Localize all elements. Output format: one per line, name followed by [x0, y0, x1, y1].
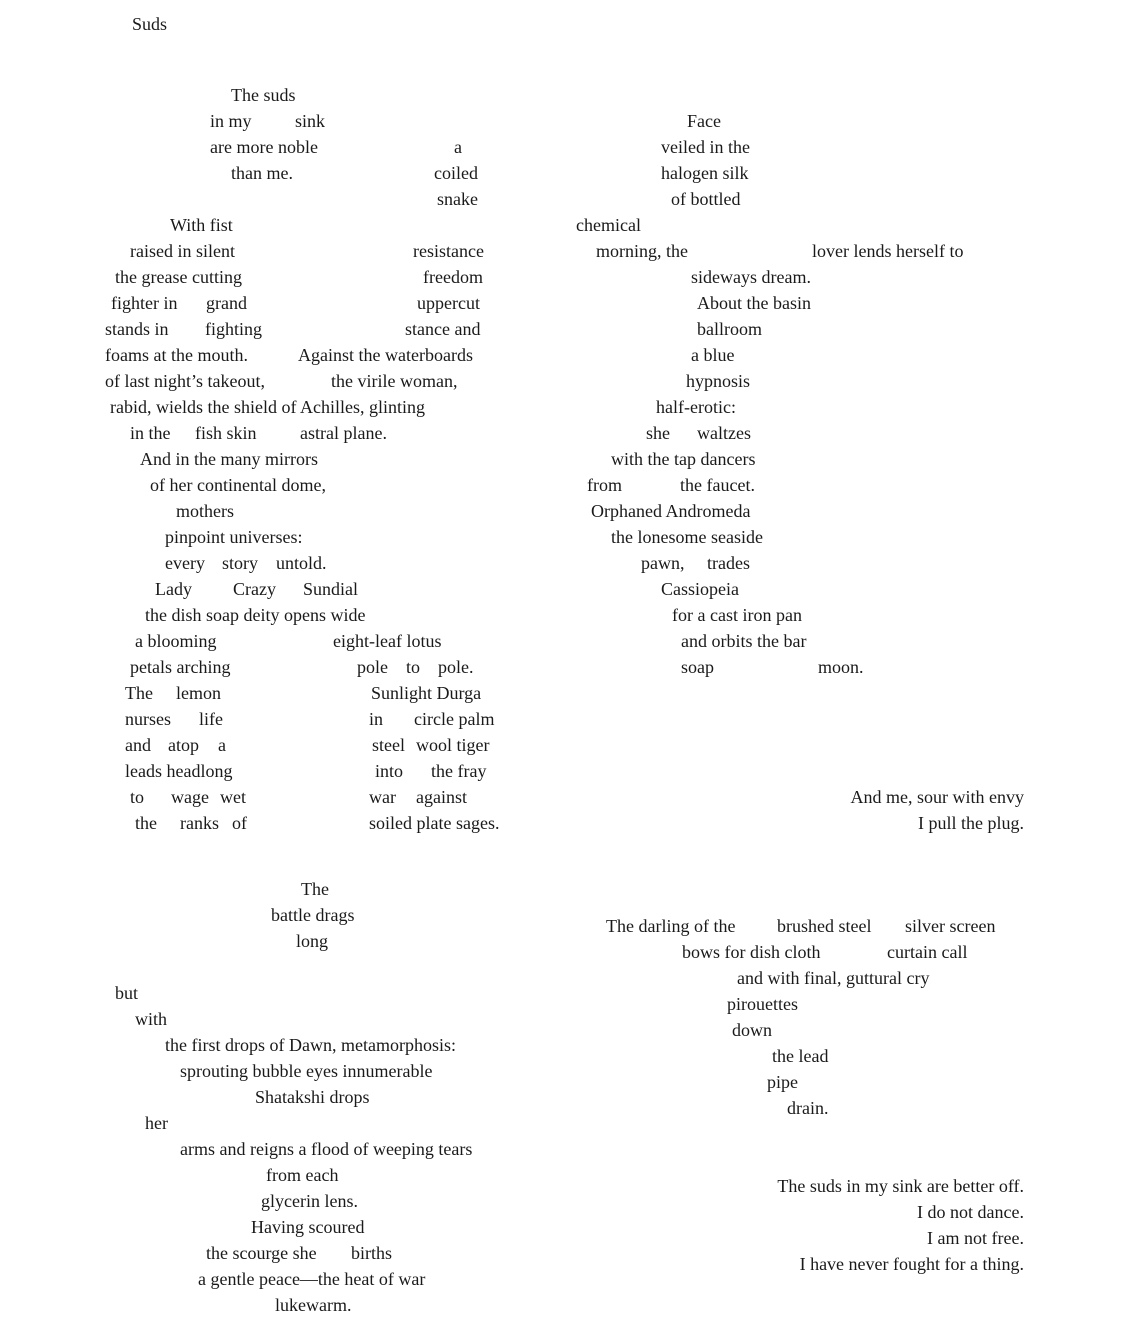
poem-line: wool tiger [416, 735, 490, 755]
poem-line: eight-leaf lotus [333, 631, 442, 651]
poem-line: hypnosis [686, 371, 751, 391]
poem-line: against [416, 787, 467, 807]
poem-line: stands in [105, 319, 169, 339]
poem-line: in my [210, 111, 252, 131]
poem-line: the [135, 813, 157, 833]
poem-line: in [369, 709, 384, 729]
poem-line: in the [130, 423, 171, 443]
poem-line: bows for dish cloth [682, 942, 821, 962]
poem-line: brushed steel [777, 916, 872, 936]
poem-line: a blooming [135, 631, 217, 651]
poem-line: pole. [438, 657, 474, 677]
poem-line: from each [266, 1165, 339, 1185]
poem-line: And in the many mirrors [140, 449, 318, 469]
poem-line: pirouettes [727, 994, 798, 1014]
poem-line: Sunlight Durga [371, 683, 482, 703]
poem-line: Having scoured [251, 1217, 365, 1237]
poem-line: sprouting bubble eyes innumerable [180, 1061, 433, 1081]
poem-line: steel [372, 735, 405, 755]
poem-line: arms and reigns a flood of weeping tears [180, 1139, 473, 1159]
poem-line: the lead [772, 1046, 829, 1066]
poem-line: fighter in [111, 293, 178, 313]
poem-line: of [232, 813, 247, 833]
poem-line: stance and [405, 319, 481, 339]
poem-line: the scourge she [206, 1243, 317, 1263]
poem-title: Suds [132, 14, 168, 34]
poem-line: are more noble [210, 137, 318, 157]
poem-line: of her continental dome, [150, 475, 326, 495]
poem-line: the virile woman, [331, 371, 458, 391]
poem-line: with [135, 1009, 168, 1029]
poem-line: foams at the mouth. [105, 345, 248, 365]
poem-line: I have never fought for a thing. [799, 1254, 1024, 1274]
poem-line: Lady [155, 579, 192, 599]
poem-line: moon. [818, 657, 864, 677]
poem-line: mothers [176, 501, 234, 521]
poem-line: atop [168, 735, 199, 755]
poem-line: than me. [231, 163, 293, 183]
poem-line: births [351, 1243, 393, 1263]
poem-line: Face [687, 111, 721, 131]
poem-line: a blue [691, 345, 735, 365]
poem-line: nurses [125, 709, 171, 729]
poem-line: lukewarm. [275, 1295, 352, 1315]
poem-line: and with final, guttural cry [737, 968, 930, 988]
poem-line: pipe [767, 1072, 798, 1092]
poem-line: petals arching [130, 657, 231, 677]
poem-line: she [646, 423, 670, 443]
poem-line: for a cast iron pan [672, 605, 802, 625]
poem-line: silver screen [905, 916, 996, 936]
poem-line: leads headlong [125, 761, 233, 781]
poem-line: And me, sour with envy [850, 787, 1024, 807]
poem-line: freedom [423, 267, 483, 287]
poem-line: the lonesome seaside [611, 527, 763, 547]
poem-line: sideways dream. [691, 267, 811, 287]
poem-line: I pull the plug. [918, 813, 1024, 833]
poem-line: curtain call [887, 942, 968, 962]
poem-line: battle drags [271, 905, 355, 925]
poem-line: pawn, [641, 553, 685, 573]
poem-line: and orbits the bar [681, 631, 807, 651]
poem-line: fish skin [195, 423, 257, 443]
poem-line: trades [707, 553, 750, 573]
poem-line: resistance [413, 241, 484, 261]
poem-line: long [296, 931, 329, 951]
poem-line: and [125, 735, 151, 755]
poem-line: pinpoint universes: [165, 527, 303, 547]
poem-line: story [222, 553, 258, 573]
poem-line: circle palm [414, 709, 495, 729]
poem-line: veiled in the [661, 137, 750, 157]
poem-line: The darling of the [606, 916, 736, 936]
poem-line: lover lends herself to [812, 241, 964, 261]
poem-line: from [587, 475, 622, 495]
poem-line: a [218, 735, 226, 755]
poem-line: ballroom [697, 319, 762, 339]
poem-line: halogen silk [661, 163, 749, 183]
poem-line: Cassiopeia [661, 579, 739, 599]
poem-line: glycerin lens. [261, 1191, 358, 1211]
poem-line: uppercut [417, 293, 480, 313]
poem-line: half-erotic: [656, 397, 736, 417]
poem-line: war [369, 787, 396, 807]
poem-line: untold. [276, 553, 327, 573]
poem-line: The [301, 879, 329, 899]
poem-line: drain. [787, 1098, 829, 1118]
poem-line: wet [220, 787, 246, 807]
poem-line: I do not dance. [917, 1202, 1024, 1222]
poem-line: of bottled [671, 189, 741, 209]
poem-line: her [145, 1113, 168, 1133]
poem-line: About the basin [697, 293, 811, 313]
poem-line: to [406, 657, 421, 677]
poem-line: the grease cutting [115, 267, 242, 287]
poem-line: grand [206, 293, 247, 313]
poem-line: Crazy [233, 579, 276, 599]
poem-line: coiled [434, 163, 478, 183]
poem-line: Against the waterboards [298, 345, 473, 365]
poem-line: to [130, 787, 145, 807]
poem-line: chemical [576, 215, 641, 235]
poem-line: fighting [205, 319, 262, 339]
poem-line: but [115, 983, 139, 1003]
poem-line: a [454, 137, 462, 157]
poem-line: the fray [431, 761, 487, 781]
poem-line: The [125, 683, 153, 703]
poem-line: Orphaned Andromeda [591, 501, 751, 521]
poem-line: wage [171, 787, 209, 807]
poem-line: soap [681, 657, 714, 677]
poem-line: lemon [176, 683, 221, 703]
poem-line: waltzes [697, 423, 751, 443]
poem-line: Sundial [303, 579, 359, 599]
poem-line: life [199, 709, 223, 729]
poem-line: every [165, 553, 205, 573]
poem-line: pole [357, 657, 388, 677]
poem-line: the dish soap deity opens wide [145, 605, 366, 625]
poem-line: Shatakshi drops [255, 1087, 370, 1107]
poem-line: raised in silent [130, 241, 235, 261]
poem-line: rabid, wields the shield of Achilles, glinting [110, 397, 425, 417]
poem-line: the faucet. [680, 475, 755, 495]
poem-line: ranks [180, 813, 219, 833]
poem-line: morning, the [596, 241, 688, 261]
poem-line: The suds in my sink are better off. [777, 1176, 1024, 1196]
poem-line: into [375, 761, 404, 781]
poem-line: a gentle peace—the heat of war [198, 1269, 426, 1289]
poem-line: I am not free. [927, 1228, 1024, 1248]
poem-line: snake [437, 189, 478, 209]
poem-line: of last night’s takeout, [105, 371, 265, 391]
poem-line: sink [295, 111, 326, 131]
poem-line: The suds [231, 85, 296, 105]
poem-line: astral plane. [300, 423, 387, 443]
poem-line: soiled plate sages. [369, 813, 500, 833]
poem-line: down [732, 1020, 772, 1040]
poem-line: the first drops of Dawn, metamorphosis: [165, 1035, 456, 1055]
poem-line: with the tap dancers [611, 449, 756, 469]
poem-line: With fist [170, 215, 233, 235]
